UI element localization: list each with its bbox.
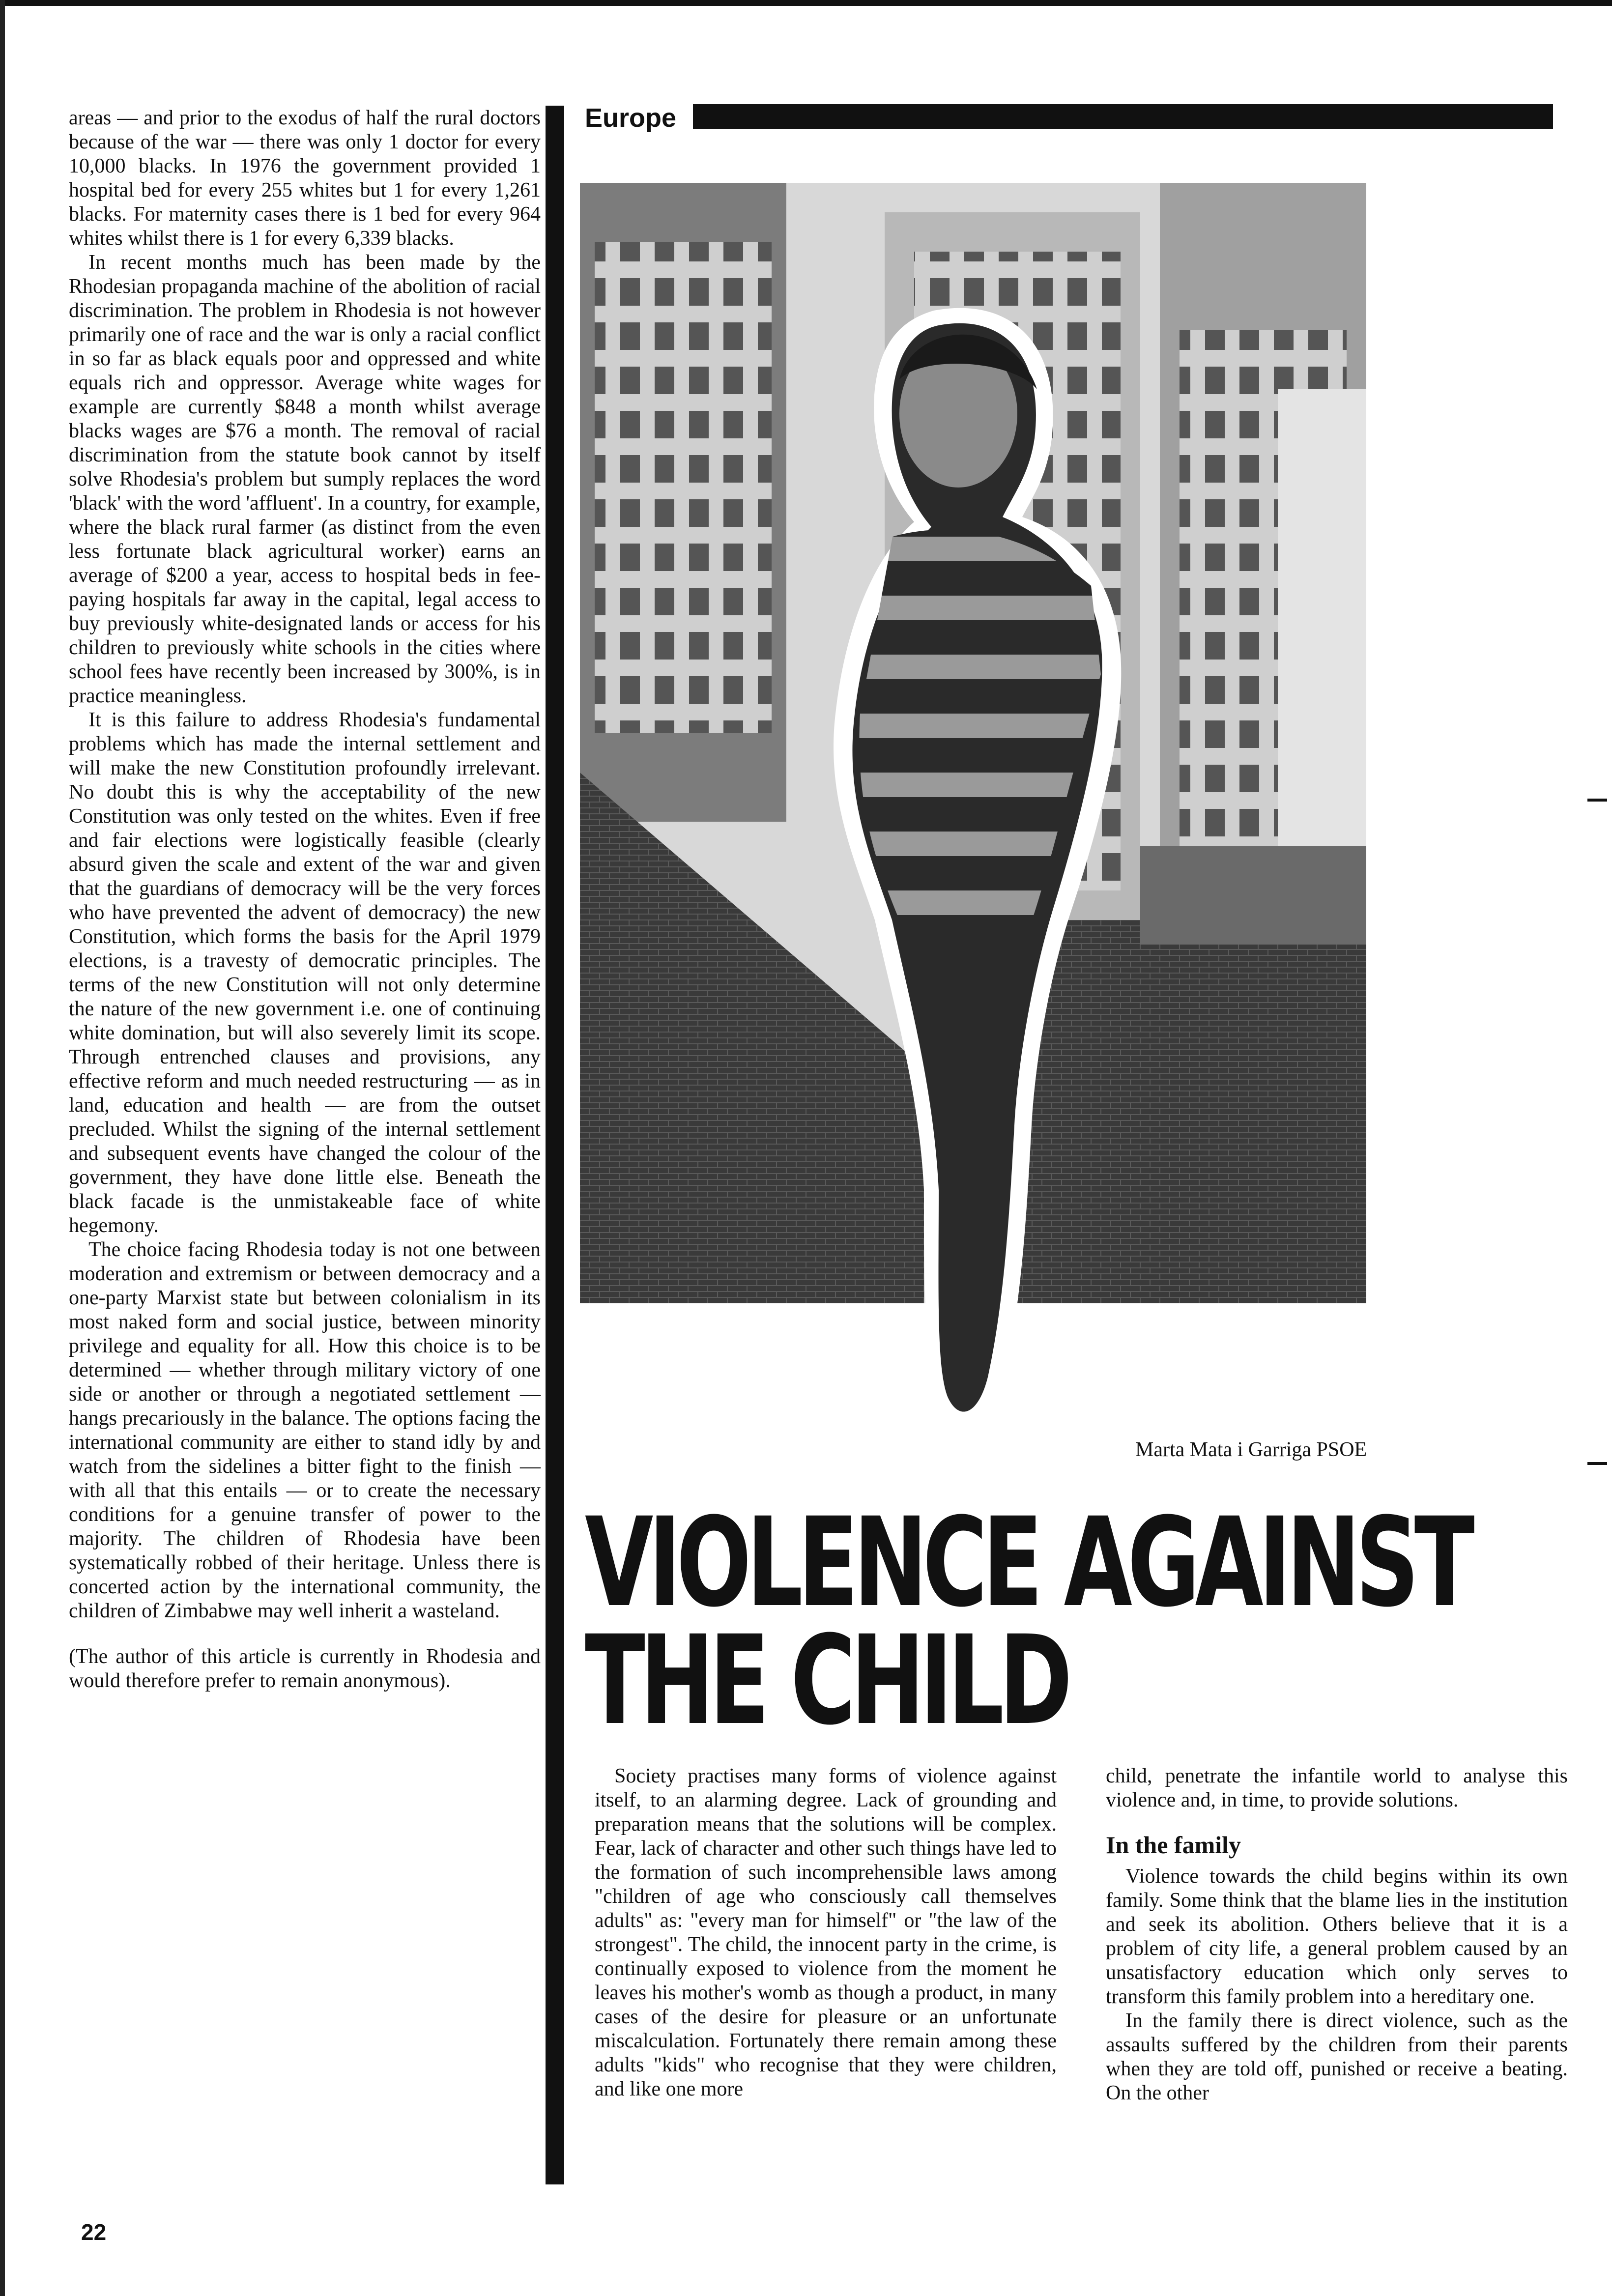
page-top-border (0, 0, 1612, 6)
right-paragraph-2: In the family there is direct violence, such as the assaults suffered by the children from their parents when they are told off, punished or receive a beating. On the other (1106, 2009, 1568, 2104)
left-paragraph-1: areas — and prior to the exodus of half the rural doctors because of the war — there was only 1 doctor for every 10,000 blacks. In 1976 the government provided 1 hospital bed for every 255 whites but 1 for every 1,261 blacks. For maternity cases there is 1 bed for every 964 whites whilst there is 1 for every 6,339 blacks. (69, 107, 541, 250)
section-header-bar (693, 104, 1553, 129)
subheading-in-the-family: In the family (1106, 1831, 1241, 1859)
child-building-photo (580, 183, 1465, 1465)
headline-line-1: VIOLENCE AGAINST (585, 1491, 1470, 1634)
right-continuation: child, penetrate the infantile world to analyse this violence and, in time, to provide solutions. (1106, 1765, 1568, 1811)
column-divider-rule (546, 106, 564, 2184)
margin-mark (1587, 1462, 1607, 1465)
middle-paragraph: Society practises many forms of violence against itself, to an alarming degree. Lack of grounding and preparation means that the solutions will be complex. Fear, lack of character and other such things have led to the formation of such incomprehensible laws among "children of age who consciously call themselves adults" as: "every man for himself" or "the law of the strongest". The child, the innocent party in the crime, is continually exposed to violence from the moment he leaves his mother's womb as though a product, in many cases of the desire for pleasure or an unfortunate miscalculation. Fortunately there remain among these adults "kids" who recognise that they were children, and like one more (595, 1765, 1057, 2100)
author-note: (The author of this article is currently in Rhodesia and would therefore prefer to remain anonymous). (69, 1645, 541, 1692)
left-paragraph-2: In recent months much has been made by the Rhodesian propaganda machine of the abolition of racial discrimination. The problem in Rhodesia is not however primarily one of race and the war is only a racial conflict in so far as black equals poor and oppressed and white equals rich and oppressor. Average white wages for example are currently $848 a month whilst average blacks wages are $76 a month. The removal of racial discrimination from the statute book cannot by itself solve Rhodesia's problem but sumply replaces the word 'black' with the word 'affluent'. In a country, for example, where the black rural farmer (as distinct from the even less fortunate black agricultural worker) earns an average of $200 a year, access to hospital beds in fee-paying hospitals far away in the capital, legal access to buy previously white-designated lands or access for his children to previously white schools in the cities where school fees have recently been increased by 300%, is in practice meaningless. (69, 251, 541, 707)
headline-line-2: THE CHILD (585, 1609, 1068, 1752)
article-photo (580, 183, 1465, 1465)
margin-mark (1587, 799, 1607, 802)
middle-article-column (595, 1764, 1057, 2101)
page-left-border (0, 0, 5, 2296)
left-article-column (69, 106, 541, 1693)
left-paragraph-4: The choice facing Rhodesia today is not one between moderation and extremism or between democracy and a one-party Marxist state but between colonialism in its most naked form and social justice, between minority privilege and equality for all. How this choice is to be determined — whether through military victory of one side or another or through a negotiated settlement — hangs precariously in the balance. The options facing the international community are either to stand idly by and watch from the sidelines a bitter fight to the finish — with all that this entails — or to create the necessary conditions for a genuine transfer of power to the majority. The children of Rhodesia have been systematically robbed of their heritage. Unless there is concerted action by the international community, the children of Zimbabwe may well inherit a wasteland. (69, 1238, 541, 1622)
right-article-column (1106, 1764, 1568, 2105)
page-number: 22 (81, 2219, 107, 2245)
right-paragraph-1: Violence towards the child begins within its own family. Some think that the blame lies in the institution and seek its abolition. Others believe that it is a problem of city life, a general problem caused by an unsatisfactory education which only serves to transform this family problem into a hereditary one. (1106, 1865, 1568, 2008)
left-paragraph-3: It is this failure to address Rhodesia's fundamental problems which has made the internal settlement and will make the new Constitution profoundly irrelevant. No doubt this is why the acceptability of the new Constitution was only tested on the whites. Even if free and fair elections were logistically feasible (clearly absurd given the scale and extent of the war and given that the guardians of democracy will be the very forces who have prevented the advent of democracy) the new Constitution, which forms the basis for the April 1979 elections, is a travesty of democratic principles. The terms of the new Constitution will not only determine the nature of the new government i.e. one of continuing white domination, but will also severely limit its scope. Through entrenched clauses and provisions, any effective reform and much needed restructuring — as in land, education and health — are from the outset precluded. Whilst the signing of the internal settlement and subsequent events have changed the colour of the government, they have done little else. Beneath the black facade is the unmistakeable face of white hegemony. (69, 709, 541, 1237)
photo-caption: Marta Mata i Garriga PSOE (1135, 1438, 1367, 1461)
article-headline (585, 1491, 1470, 1752)
section-label: Europe (585, 103, 677, 133)
